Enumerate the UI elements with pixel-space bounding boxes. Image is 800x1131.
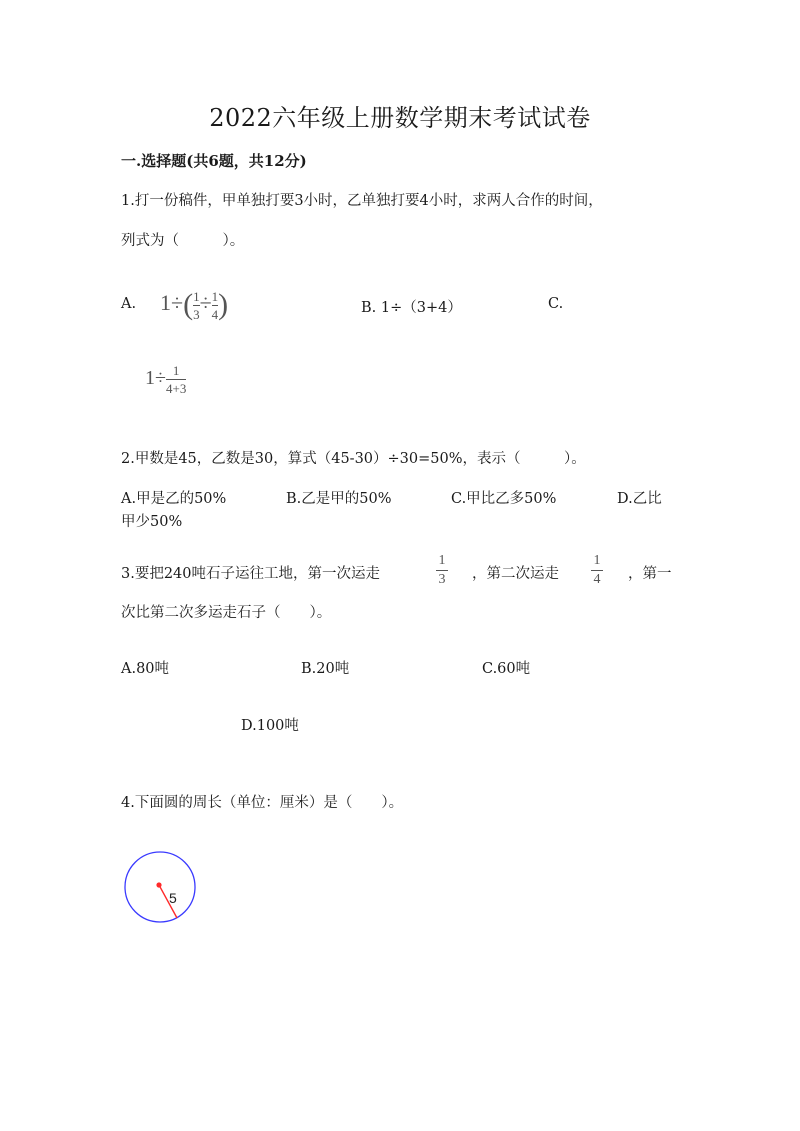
q3-option-b: B.20吨 (301, 661, 350, 677)
q2-option-c: C.甲比乙多50% (451, 491, 557, 507)
q1-a-frac2-den: 4 (211, 306, 219, 322)
q1-stem-line2: 列式为（ ）。 (121, 233, 245, 249)
q3-option-c: C.60吨 (482, 661, 531, 677)
q2-option-d-line1: D.乙比 (617, 491, 662, 507)
q1-a-frac1-num: 1 (193, 288, 200, 304)
section-header: 一.选择题(共6题，共12分) (121, 152, 307, 170)
q3-option-a: A.80吨 (121, 661, 170, 677)
q1-option-a-expression (160, 288, 228, 322)
q1-a-div2: ÷ (199, 290, 212, 316)
q3-fraction-one-third (436, 554, 448, 587)
circle-diagram (118, 845, 202, 929)
q1-stem-line1: 1.打一份稿件，甲单独打要3小时，乙单独打要4小时，求两人合作的时间， (121, 193, 603, 209)
q1-c-frac-num: 1 (172, 363, 180, 378)
center-point (156, 882, 161, 887)
q3-frac1-num: 1 (438, 553, 446, 568)
q3-stem-part2: ，第二次运走 (472, 566, 559, 582)
q3-fraction-one-fourth (591, 554, 603, 587)
q3-frac2-den: 4 (593, 572, 601, 587)
q1-c-div: ÷ (155, 367, 166, 390)
q1-option-c-expression (145, 364, 186, 395)
q1-a-one: 1 (160, 290, 171, 316)
q4-stem: 4.下面圆的周长（单位：厘米）是（ ）。 (121, 795, 404, 811)
q1-a-lparen: ( (183, 288, 194, 321)
q1-a-div: ÷ (171, 290, 184, 316)
q2-option-a: A.甲是乙的50% (121, 491, 227, 507)
q1-a-frac2-num: 1 (211, 288, 219, 304)
q2-stem: 2.甲数是45，乙数是30，算式（45-30）÷30=50%，表示（ ）。 (121, 451, 586, 467)
q3-option-d: D.100吨 (241, 718, 299, 734)
q1-option-c-label: C. (548, 296, 564, 312)
q3-stem-part3: ，第一 (628, 566, 672, 582)
q1-a-frac1-den: 3 (193, 306, 200, 322)
q1-option-a-label: A. (121, 296, 137, 312)
q3-frac1-den: 3 (438, 572, 446, 587)
q3-frac2-num: 1 (593, 553, 601, 568)
q1-option-b: B. 1÷（3+4） (361, 300, 462, 316)
q2-option-b: B.乙是甲的50% (286, 491, 392, 507)
page-title: 2022六年级上册数学期末考试试卷 (209, 104, 591, 132)
q1-a-rparen: ) (218, 288, 229, 321)
q1-c-frac-den: 4+3 (165, 381, 187, 396)
q2-option-d-line2: 甲少50% (121, 514, 183, 530)
radius-label: 5 (169, 890, 177, 906)
q3-stem-line2: 次比第二次多运走石子（ ）。 (121, 605, 332, 621)
q1-c-frac (166, 364, 186, 395)
q3-stem-part1: 3.要把240吨石子运往工地，第一次运走 (121, 566, 381, 582)
q1-c-one: 1 (145, 367, 155, 390)
